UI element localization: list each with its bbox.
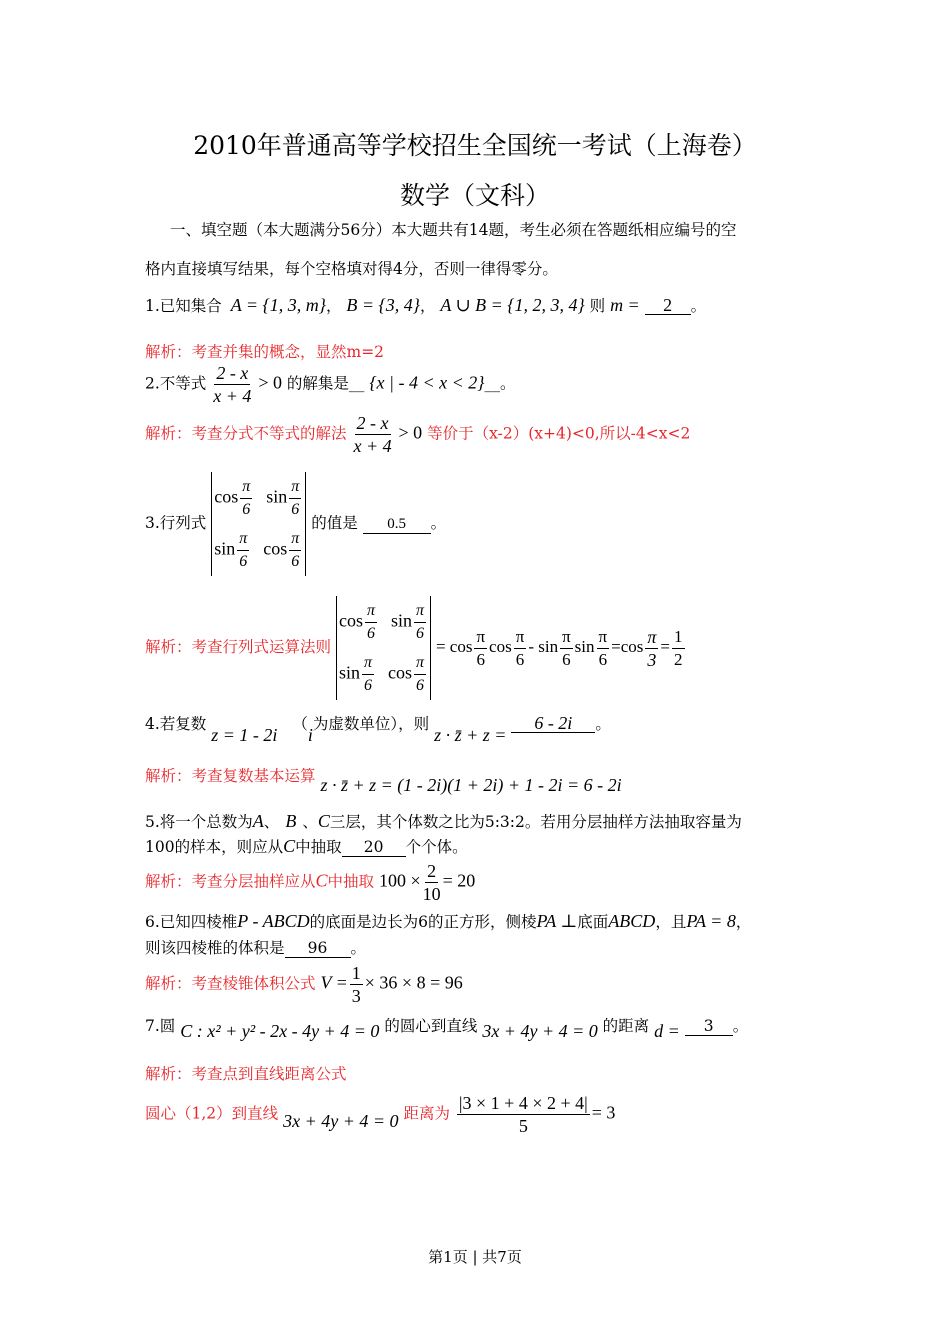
q3-cell-sin: sin: [214, 538, 236, 559]
q6-line1-d: ，且: [655, 913, 687, 931]
q4-analysis-expr: z · z̄ + z = (1 - 2i)(1 + 2i) + 1 - 2i = 6 - 2i: [320, 775, 622, 795]
q3-cell-sin: sin: [390, 610, 412, 631]
q2-gt: > 0: [258, 372, 282, 393]
q5-line2-end: 个个体。: [405, 838, 468, 856]
q3-pi: π: [362, 652, 374, 675]
q3-half-num: 1: [672, 626, 685, 649]
q1-then: 则: [589, 297, 606, 315]
q3-six: 6: [598, 649, 608, 669]
question-6-line-2: [145, 936, 366, 958]
q5-frac-den: 10: [422, 884, 441, 904]
q6-v: V =: [320, 972, 348, 993]
question-1: 1.已知集合 A = {1, 3, m}， B = {3, 4}， A ∪ B = {1, 2, 3, 4} 则 m = 2 。: [145, 295, 707, 315]
q5-analysis-text: 解析：考查分层抽样应从: [145, 872, 316, 891]
q6-answer: 96: [285, 939, 351, 958]
q6-line2: 则该四棱椎的体积是: [145, 939, 285, 957]
q4-end: 。: [595, 715, 611, 733]
q1-end: 。: [690, 297, 707, 315]
q2-prefix: 2.不等式: [145, 374, 207, 393]
q5-analysis-mid: 中抽取: [327, 872, 375, 891]
q4-answer: 6 - 2i: [511, 714, 595, 733]
q3-six: 6: [415, 676, 424, 694]
q3-pi: π: [474, 626, 487, 649]
q3-pi: π: [240, 476, 252, 499]
q7-dist-res: = 3: [591, 1102, 616, 1123]
q5-frac-num: 2: [427, 861, 437, 881]
q3-end: 。: [430, 514, 447, 532]
q3-cell-sin: sin: [266, 486, 288, 507]
q5-analysis: [145, 860, 475, 905]
q7-answer: 3: [685, 1017, 733, 1036]
q1-answer: 2: [645, 296, 691, 315]
q5-expr-a: 100 ×: [378, 870, 421, 891]
q7-dist-den: 5: [518, 1116, 528, 1136]
q2-analysis-den: x + 4: [353, 436, 392, 456]
q1-answer-label: m =: [610, 295, 640, 315]
q3-cell-cos: cos: [489, 637, 512, 656]
q3-six: 6: [291, 500, 300, 518]
q3-cell-cos: cos: [263, 538, 288, 559]
q3-prefix: 3.行列式: [145, 514, 207, 532]
q3-six: 6: [562, 649, 571, 669]
q2-frac-num: 2 - x: [216, 363, 249, 383]
q6-v-tail: × 36 × 8 = 96: [364, 972, 463, 993]
q3-pi: π: [289, 476, 301, 499]
q3-analysis: [145, 596, 687, 700]
q6-pa-eq: PA = 8: [686, 911, 736, 931]
q3-pi: π: [365, 600, 377, 623]
q6-analysis-text: 解析：考查棱锥体积公式: [145, 974, 316, 993]
question-7: [145, 1014, 749, 1041]
q3-cell-sin: sin: [574, 637, 595, 656]
q7-analysis2-a: 圆心（1,2）到直线: [145, 1104, 279, 1123]
q3-three: 3: [647, 649, 657, 670]
q3-cell-cos: cos: [620, 637, 644, 656]
q4-note-open: （: [292, 715, 308, 733]
q3-pi: π: [414, 652, 426, 675]
q6-line1-b: 的底面是边长为6的正方形，侧棱: [309, 913, 537, 931]
q2-mid: 的解集是__: [286, 374, 365, 393]
q3-answer: 0.5: [363, 515, 431, 534]
q2-end: __。: [484, 374, 516, 393]
q6-line1: 6.已知四棱椎: [145, 913, 238, 931]
q6-line1-c: 底面: [577, 913, 609, 931]
q2-analysis-num: 2 - x: [356, 413, 389, 433]
q3-six: 6: [291, 552, 300, 570]
q4-analysis-text: 解析：考查复数基本运算: [145, 767, 316, 785]
q4-note: 为虚数单位），则: [312, 715, 430, 733]
q1-set-a: A = {1, 3, m}: [230, 295, 326, 315]
question-5-line-2: [145, 835, 468, 857]
page-subtitle: 数学（文科）: [399, 181, 550, 210]
q3-determinant: [211, 472, 306, 576]
q5-a: A: [252, 811, 264, 831]
q6-pyramid: P - ABCD: [237, 911, 310, 931]
q3-pi: π: [597, 626, 610, 649]
q6-pa-perp: PA ⊥: [536, 911, 578, 931]
q7-mid2: 的距离: [602, 1017, 650, 1035]
q7-analysis2-b: 距离为: [403, 1104, 450, 1123]
q5-b: B: [285, 811, 297, 831]
q3-cell-sin: sin: [538, 637, 559, 656]
q3-cell-cos: cos: [387, 662, 412, 683]
q3-half-den: 2: [674, 649, 683, 669]
q7-analysis2-line: 3x + 4y + 4 = 0: [283, 1110, 399, 1131]
q7-analysis: 解析：考查点到直线距离公式: [145, 1065, 347, 1083]
intro-line-1: 一、填空题（本大题满分56分）本大题共有14题，考生必须在答题纸相应编号的空: [170, 221, 737, 239]
q2-answer: {x | - 4 < x < 2}: [369, 372, 485, 393]
question-5-line-1: [145, 810, 742, 832]
question-4: [145, 712, 611, 745]
q5-c: C: [317, 811, 330, 831]
q5-line2-b: 中抽取: [295, 838, 342, 856]
q4-prefix: 4.若复数: [145, 715, 207, 733]
q6-line1-end: ，: [735, 913, 752, 931]
q3-analysis-text: 解析：考查行列式运算法则: [145, 638, 332, 656]
q5-line2-a: 100的样本，则应从: [145, 838, 284, 856]
q5-answer: 20: [342, 838, 406, 857]
q7-dist-num: |3 × 1 + 4 × 2 + 4|: [458, 1093, 588, 1113]
q3-pi: π: [237, 528, 249, 551]
q3-cell-sin: sin: [338, 662, 360, 683]
q3-pi: π: [560, 626, 573, 649]
q2-analysis-tail: 等价于（x-2）(x+4)<0,所以-4<x<2: [427, 424, 691, 443]
q6-v-num: 1: [351, 963, 361, 983]
page-footer: 第1页 | 共7页: [428, 1248, 522, 1266]
q2-analysis-text: 解析：考查分式不等式的解法: [145, 424, 347, 443]
q7-mid: 的圆心到直线: [384, 1017, 478, 1035]
q5-sep2: 、: [302, 813, 318, 831]
q6-base: ABCD: [608, 911, 656, 931]
q4-z-def: z = 1 - 2i: [211, 725, 278, 745]
q3-pi: π: [414, 600, 426, 623]
q3-analysis-determinant: [336, 596, 431, 700]
q1-analysis: 解析：考查并集的概念，显然m=2: [145, 343, 385, 361]
q5-line2-c: C: [283, 836, 296, 856]
q3-six: 6: [242, 500, 251, 518]
q2-frac-den: x + 4: [213, 386, 252, 406]
page-title: 2010年普通高等学校招生全国统一考试（上海卷）: [193, 131, 757, 160]
q7-d: d =: [654, 1021, 680, 1041]
q3-pi: π: [514, 626, 527, 649]
q6-v-den: 3: [351, 986, 361, 1006]
intro-line-2: 格内直接填写结果，每个空格填对得4分，否则一律得零分。: [145, 260, 558, 278]
q1-prefix: 1.已知集合: [145, 297, 222, 315]
question-2: [145, 362, 516, 407]
q2-analysis-gt: > 0: [398, 422, 423, 443]
q7-line: 3x + 4y + 4 = 0: [482, 1021, 598, 1041]
q7-prefix: 7.圆: [145, 1017, 176, 1035]
q2-analysis: [145, 412, 690, 457]
q7-analysis-2: [145, 1092, 615, 1137]
q7-end: 。: [732, 1017, 749, 1035]
q3-six: 6: [515, 649, 525, 669]
q4-expression: z · z̄ + z =: [434, 725, 507, 745]
q3-mid: 的值是: [311, 514, 358, 532]
q3-cell-cos: cos: [449, 637, 473, 656]
question-6-line-1: [145, 910, 751, 932]
q6-end: 。: [350, 939, 367, 957]
q6-analysis: [145, 962, 463, 1007]
q5-expr-b: = 20: [442, 870, 476, 891]
q3-six: 6: [239, 552, 248, 570]
q5-line1-tail: 三层，其个体数之比为5:3:2。若用分层抽样方法抽取容量为: [329, 813, 742, 831]
question-3: [145, 472, 446, 576]
q3-six: 6: [366, 624, 375, 642]
q1-union: A ∪ B = {1, 2, 3, 4}: [440, 295, 585, 315]
q3-expansion: = cos $\frac{\pi}{6}$ cos $\frac{\pi}{6}$ - sin $\frac{\pi}{6}$ sin $\frac{\pi}{6}$ =cos $\frac{\pi}{3}$ = $\frac{1}{2}$: [435, 626, 683, 670]
q1-set-b: B = {3, 4}: [346, 295, 420, 315]
q5-line1: 5.将一个总数为: [145, 813, 253, 831]
q3-pi: π: [647, 626, 657, 647]
q3-cell-cos: cos: [214, 486, 239, 507]
q3-cell-cos: cos: [338, 610, 363, 631]
q3-pi: π: [289, 528, 301, 551]
q3-six: 6: [415, 624, 424, 642]
q4-i-symbol: i: [307, 725, 313, 745]
q5-analysis-c: C: [315, 870, 328, 891]
q5-sep1: 、: [263, 813, 280, 831]
q7-circle: C : x² + y² - 2x - 4y + 4 = 0: [180, 1021, 380, 1041]
q4-analysis: [145, 764, 622, 795]
q3-six: 6: [363, 676, 372, 694]
q3-six: 6: [476, 649, 485, 669]
